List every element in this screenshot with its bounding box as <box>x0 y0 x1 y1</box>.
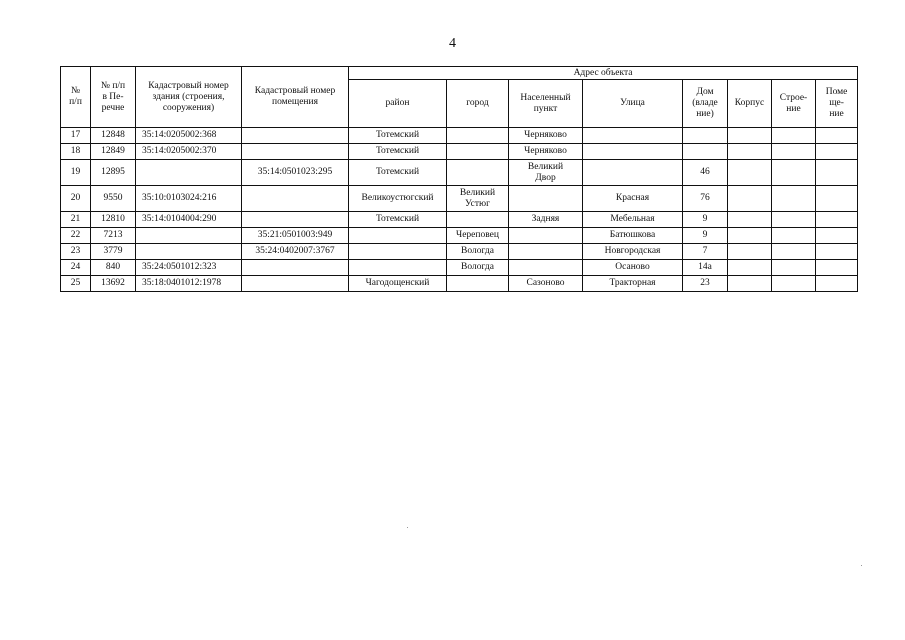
cell-district: Великоустюгский <box>349 186 447 212</box>
cell-cadastral-room <box>242 212 349 228</box>
header-street: Улица <box>583 80 683 128</box>
cell-locality <box>509 244 583 260</box>
cell-num: 25 <box>61 276 91 292</box>
cell-cadastral-building: 35:14:0104004:290 <box>136 212 242 228</box>
cell-street: Тракторная <box>583 276 683 292</box>
cell-list-num: 7213 <box>91 228 136 244</box>
cell-district: Чагодощенский <box>349 276 447 292</box>
cell-list-num: 12848 <box>91 128 136 144</box>
cell-building <box>772 212 816 228</box>
cell-locality <box>509 228 583 244</box>
scan-speck <box>861 565 862 566</box>
cell-city <box>447 144 509 160</box>
page-number: 4 <box>449 36 456 51</box>
table-row <box>61 160 858 186</box>
cell-cadastral-building: 35:14:0205002:368 <box>136 128 242 144</box>
cell-city: Вологда <box>447 244 509 260</box>
cell-street: Новгородская <box>583 244 683 260</box>
cell-city <box>447 128 509 144</box>
cell-list-num: 9550 <box>91 186 136 212</box>
cell-building <box>772 260 816 276</box>
cell-street: Мебельная <box>583 212 683 228</box>
cell-house: 9 <box>683 212 728 228</box>
cell-list-num: 12810 <box>91 212 136 228</box>
header-city: город <box>447 80 509 128</box>
cell-house: 76 <box>683 186 728 212</box>
table-row <box>61 260 858 276</box>
cell-corpus <box>728 128 772 144</box>
cell-list-num: 12849 <box>91 144 136 160</box>
header-house: Дом (владе ние) <box>683 80 728 128</box>
table-row <box>61 144 858 160</box>
cell-room <box>816 244 858 260</box>
cell-house <box>683 144 728 160</box>
cell-building <box>772 186 816 212</box>
cell-locality: Черняково <box>509 144 583 160</box>
cell-street <box>583 128 683 144</box>
cell-building <box>772 244 816 260</box>
cell-locality <box>509 186 583 212</box>
cell-cadastral-building <box>136 160 242 186</box>
cell-cadastral-building: 35:10:0103024:216 <box>136 186 242 212</box>
cell-room <box>816 160 858 186</box>
table-row <box>61 228 858 244</box>
cell-district: Тотемский <box>349 128 447 144</box>
cell-house: 23 <box>683 276 728 292</box>
cell-num: 23 <box>61 244 91 260</box>
cell-locality: Задняя <box>509 212 583 228</box>
header-cadastral-building: Кадастровый номер здания (строения, сооружения) <box>136 67 242 128</box>
cell-cadastral-room: 35:14:0501023:295 <box>242 160 349 186</box>
cell-street: Осаново <box>583 260 683 276</box>
cell-room <box>816 212 858 228</box>
table-row <box>61 244 858 260</box>
cell-cadastral-building: 35:14:0205002:370 <box>136 144 242 160</box>
table-row <box>61 276 858 292</box>
header-num: № п/п <box>61 67 91 128</box>
cell-corpus <box>728 228 772 244</box>
cell-district: Тотемский <box>349 160 447 186</box>
registry-table <box>60 66 858 292</box>
cell-street: Красная <box>583 186 683 212</box>
cell-district <box>349 260 447 276</box>
cell-cadastral-room <box>242 276 349 292</box>
cell-city <box>447 276 509 292</box>
cell-city: Череповец <box>447 228 509 244</box>
cell-building <box>772 228 816 244</box>
cell-num: 19 <box>61 160 91 186</box>
cell-corpus <box>728 186 772 212</box>
cell-district: Тотемский <box>349 144 447 160</box>
cell-corpus <box>728 244 772 260</box>
header-district: район <box>349 80 447 128</box>
cell-house <box>683 128 728 144</box>
cell-num: 17 <box>61 128 91 144</box>
cell-cadastral-building: 35:18:0401012:1978 <box>136 276 242 292</box>
cell-num: 24 <box>61 260 91 276</box>
cell-street <box>583 160 683 186</box>
cell-room <box>816 228 858 244</box>
cell-cadastral-room: 35:21:0501003:949 <box>242 228 349 244</box>
cell-list-num: 840 <box>91 260 136 276</box>
cell-house: 14а <box>683 260 728 276</box>
cell-list-num: 3779 <box>91 244 136 260</box>
header-room: Поме ще- ние <box>816 80 858 128</box>
header-list-num: № п/п в Пе- речне <box>91 67 136 128</box>
header-address-group: Адрес объекта <box>349 67 858 80</box>
cell-house: 46 <box>683 160 728 186</box>
header-corpus: Корпус <box>728 80 772 128</box>
cell-room <box>816 276 858 292</box>
cell-room <box>816 144 858 160</box>
cell-street: Батюшкова <box>583 228 683 244</box>
cell-room <box>816 186 858 212</box>
cell-district: Тотемский <box>349 212 447 228</box>
cell-city <box>447 212 509 228</box>
cell-locality: Сазоново <box>509 276 583 292</box>
cell-cadastral-building: 35:24:0501012:323 <box>136 260 242 276</box>
header-cadastral-room: Кадастровый номер помещения <box>242 67 349 128</box>
cell-corpus <box>728 260 772 276</box>
cell-room <box>816 128 858 144</box>
cell-room <box>816 260 858 276</box>
cell-num: 18 <box>61 144 91 160</box>
cell-list-num: 12895 <box>91 160 136 186</box>
cell-cadastral-room <box>242 128 349 144</box>
cell-house: 9 <box>683 228 728 244</box>
cell-cadastral-room <box>242 260 349 276</box>
cell-city: Вологда <box>447 260 509 276</box>
cell-city <box>447 160 509 186</box>
cell-cadastral-building <box>136 244 242 260</box>
cell-cadastral-room: 35:24:0402007:3767 <box>242 244 349 260</box>
table-row <box>61 212 858 228</box>
cell-corpus <box>728 276 772 292</box>
cell-num: 20 <box>61 186 91 212</box>
table-row <box>61 186 858 212</box>
cell-locality <box>509 260 583 276</box>
header-building: Строе- ние <box>772 80 816 128</box>
cell-street <box>583 144 683 160</box>
cell-locality: Черняково <box>509 128 583 144</box>
table-row <box>61 128 858 144</box>
cell-num: 22 <box>61 228 91 244</box>
cell-district <box>349 228 447 244</box>
cell-district <box>349 244 447 260</box>
cell-building <box>772 144 816 160</box>
cell-building <box>772 160 816 186</box>
cell-list-num: 13692 <box>91 276 136 292</box>
cell-corpus <box>728 160 772 186</box>
cell-corpus <box>728 212 772 228</box>
cell-cadastral-building <box>136 228 242 244</box>
cell-city: Великий Устюг <box>447 186 509 212</box>
cell-house: 7 <box>683 244 728 260</box>
cell-num: 21 <box>61 212 91 228</box>
cell-corpus <box>728 144 772 160</box>
header-locality: Населенный пункт <box>509 80 583 128</box>
cell-building <box>772 128 816 144</box>
cell-cadastral-room <box>242 186 349 212</box>
scan-speck <box>407 527 408 528</box>
cell-cadastral-room <box>242 144 349 160</box>
cell-building <box>772 276 816 292</box>
cell-locality: Великий Двор <box>509 160 583 186</box>
